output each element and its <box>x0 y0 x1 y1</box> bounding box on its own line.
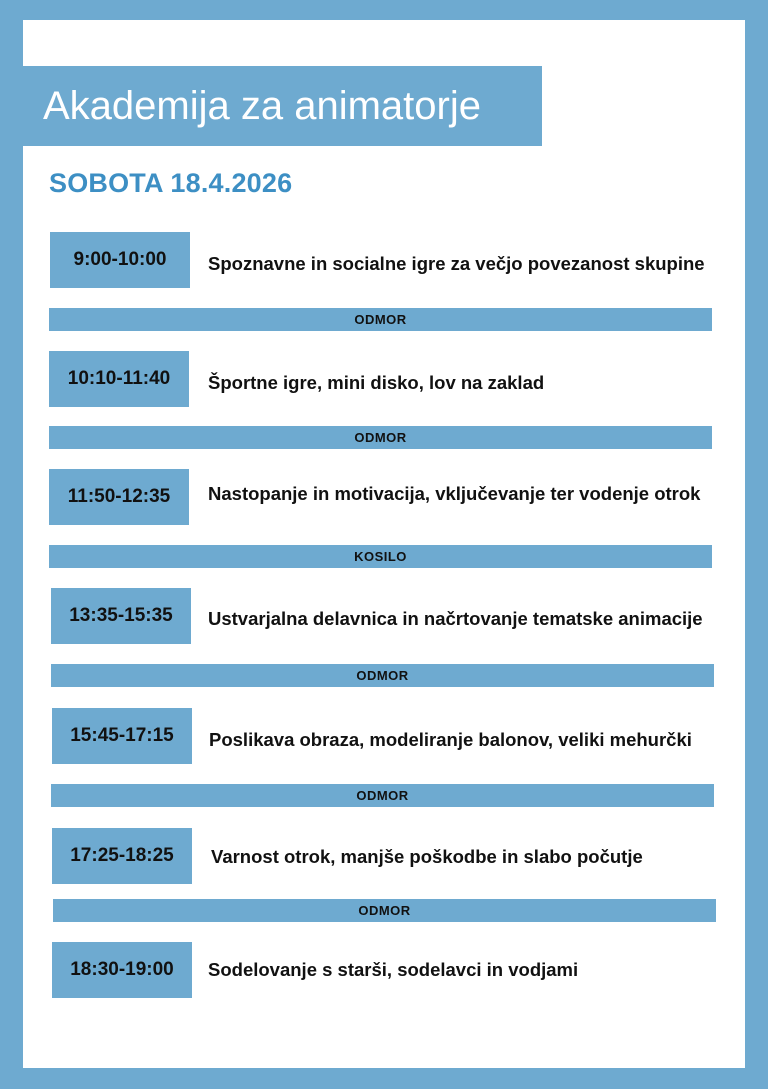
break-label: KOSILO <box>354 549 407 564</box>
time-slot <box>49 469 189 525</box>
time-slot <box>52 828 192 884</box>
schedule-page <box>23 20 745 1068</box>
time-slot-label: 15:45-17:15 <box>70 725 174 746</box>
break-bar <box>51 784 714 807</box>
page-title: Akademija za animatorje <box>43 84 481 128</box>
break-bar <box>53 899 716 922</box>
activity-label: Nastopanje in motivacija, vključevanje ter vodenje otrok <box>208 483 701 504</box>
time-slot-label: 13:35-15:35 <box>69 605 173 626</box>
break-bar <box>49 426 712 449</box>
time-slot <box>52 942 192 998</box>
time-slot <box>51 588 191 644</box>
break-label: ODMOR <box>354 430 407 445</box>
break-label: ODMOR <box>354 312 407 327</box>
break-label: ODMOR <box>358 903 411 918</box>
time-slot-label: 11:50-12:35 <box>67 486 171 507</box>
event-date: SOBOTA 18.4.2026 <box>49 168 293 198</box>
time-slot <box>49 351 189 407</box>
break-bar <box>49 545 712 568</box>
time-slot-label: 9:00-10:00 <box>73 249 167 270</box>
time-slot <box>52 708 192 764</box>
time-slot <box>50 232 190 288</box>
activity-label: Poslikava obraza, modeliranje balonov, veliki mehurčki <box>209 729 692 750</box>
break-bar <box>51 664 714 687</box>
activity-label: Športne igre, mini disko, lov na zaklad <box>208 372 545 393</box>
break-label: ODMOR <box>356 668 409 683</box>
time-slot-label: 10:10-11:40 <box>67 368 171 389</box>
activity-label: Sodelovanje s starši, sodelavci in vodjami <box>208 959 579 980</box>
time-slot-label: 18:30-19:00 <box>70 959 174 980</box>
activity-label: Spoznavne in socialne igre za večjo povezanost skupine <box>208 253 705 274</box>
break-bar <box>49 308 712 331</box>
activity-label: Varnost otrok, manjše poškodbe in slabo počutje <box>211 846 643 867</box>
time-slot-label: 17:25-18:25 <box>70 845 174 866</box>
activity-label: Ustvarjalna delavnica in načrtovanje tematske animacije <box>208 608 703 629</box>
title-banner <box>23 66 542 146</box>
break-label: ODMOR <box>356 788 409 803</box>
